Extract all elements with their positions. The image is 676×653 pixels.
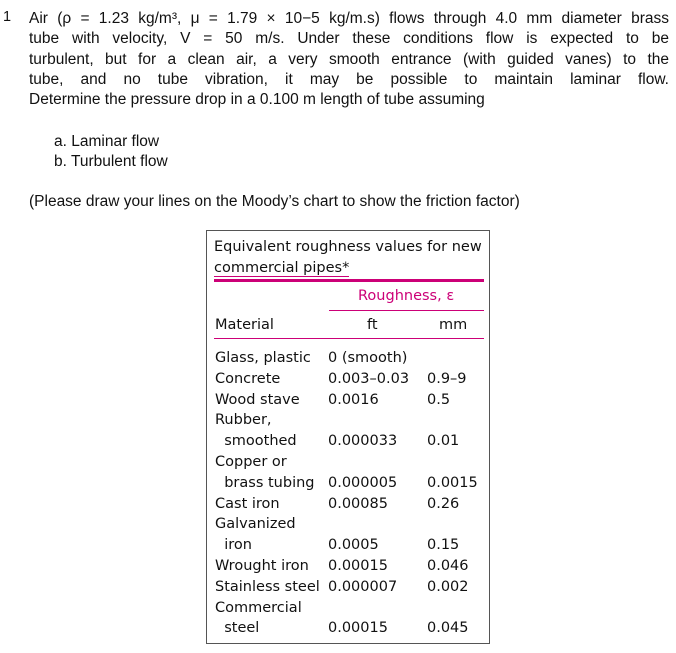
cell-material: Wrought iron bbox=[215, 558, 309, 574]
cell-mm: 0.045 bbox=[427, 620, 469, 637]
cell-material: Galvanized bbox=[215, 516, 296, 533]
caption-rule bbox=[214, 279, 484, 282]
cell-ft: 0.000033 bbox=[328, 433, 398, 450]
cell-material: Copper or bbox=[215, 454, 287, 470]
cell-mm: 0.9–9 bbox=[427, 370, 467, 387]
header-rule bbox=[214, 338, 484, 339]
cell-mm: 0.26 bbox=[427, 495, 460, 512]
cell-ft: 0 (smooth) bbox=[328, 350, 408, 366]
cell-material: Commercial bbox=[215, 599, 302, 616]
cell-ft: 0.003–0.03 bbox=[328, 370, 410, 387]
cell-material: Concrete bbox=[215, 370, 281, 387]
cell-ft: 0.0005 bbox=[328, 537, 379, 554]
cell-material: Wood stave bbox=[215, 391, 300, 408]
roughness-header: Roughness, ε bbox=[358, 288, 455, 304]
question-line: turbulent, but for a clean air, a very smooth entrance (with guided vanes) to the bbox=[29, 50, 669, 68]
cell-mm: 0.15 bbox=[427, 537, 460, 554]
question-line: tube with velocity, V = 50 m/s. Under these conditions flow is expected to be bbox=[29, 30, 669, 48]
cell-material: brass tubing bbox=[215, 474, 315, 491]
table-caption-line1: Equivalent roughness values for new bbox=[214, 239, 482, 255]
part-a-laminar: a. Laminar flow bbox=[54, 133, 160, 150]
question-line: Air (ρ = 1.23 kg/m³, μ = 1.79 × 10−5 kg/m.s) flows through 4.0 mm diameter brass bbox=[29, 10, 669, 27]
column-header-material: Material bbox=[215, 317, 274, 333]
cell-ft: 0.000007 bbox=[328, 578, 398, 595]
roughness-header-rule bbox=[329, 310, 484, 311]
cell-material: Rubber, bbox=[215, 412, 272, 429]
cell-material: Cast iron bbox=[215, 495, 280, 512]
roughness-table bbox=[206, 230, 490, 644]
cell-mm: 0.5 bbox=[427, 391, 451, 408]
column-header-ft: ft bbox=[367, 317, 378, 333]
question-line: tube, and no tube vibration, it may be possible to maintain laminar flow. bbox=[29, 70, 669, 88]
question-text bbox=[29, 9, 669, 110]
question-line: Determine the pressure drop in a 0.100 m length of tube assuming bbox=[29, 91, 485, 109]
cell-material: iron bbox=[215, 537, 252, 554]
cell-material: smoothed bbox=[215, 433, 297, 450]
cell-ft: 0.00085 bbox=[328, 495, 388, 512]
cell-material: Glass, plastic bbox=[215, 350, 311, 366]
cell-mm: 0.0015 bbox=[427, 474, 478, 491]
table-caption bbox=[214, 237, 482, 279]
cell-material: steel bbox=[215, 620, 260, 637]
column-header-mm: mm bbox=[439, 317, 468, 333]
cell-ft: 0.00015 bbox=[328, 558, 388, 574]
cell-ft: 0.00015 bbox=[328, 620, 388, 637]
cell-ft: 0.0016 bbox=[328, 391, 379, 408]
moody-chart-note: (Please draw your lines on the Moody’s chart to show the friction factor) bbox=[29, 193, 520, 210]
table-caption-line2: commercial pipes* bbox=[214, 260, 350, 276]
part-b-turbulent: b. Turbulent flow bbox=[54, 153, 168, 170]
cell-material: Stainless steel bbox=[215, 578, 320, 595]
cell-mm: 0.046 bbox=[427, 558, 469, 574]
question-number: 1 bbox=[3, 9, 12, 25]
cell-ft: 0.000005 bbox=[328, 474, 398, 491]
cell-mm: 0.002 bbox=[427, 578, 469, 595]
cell-mm: 0.01 bbox=[427, 433, 460, 450]
